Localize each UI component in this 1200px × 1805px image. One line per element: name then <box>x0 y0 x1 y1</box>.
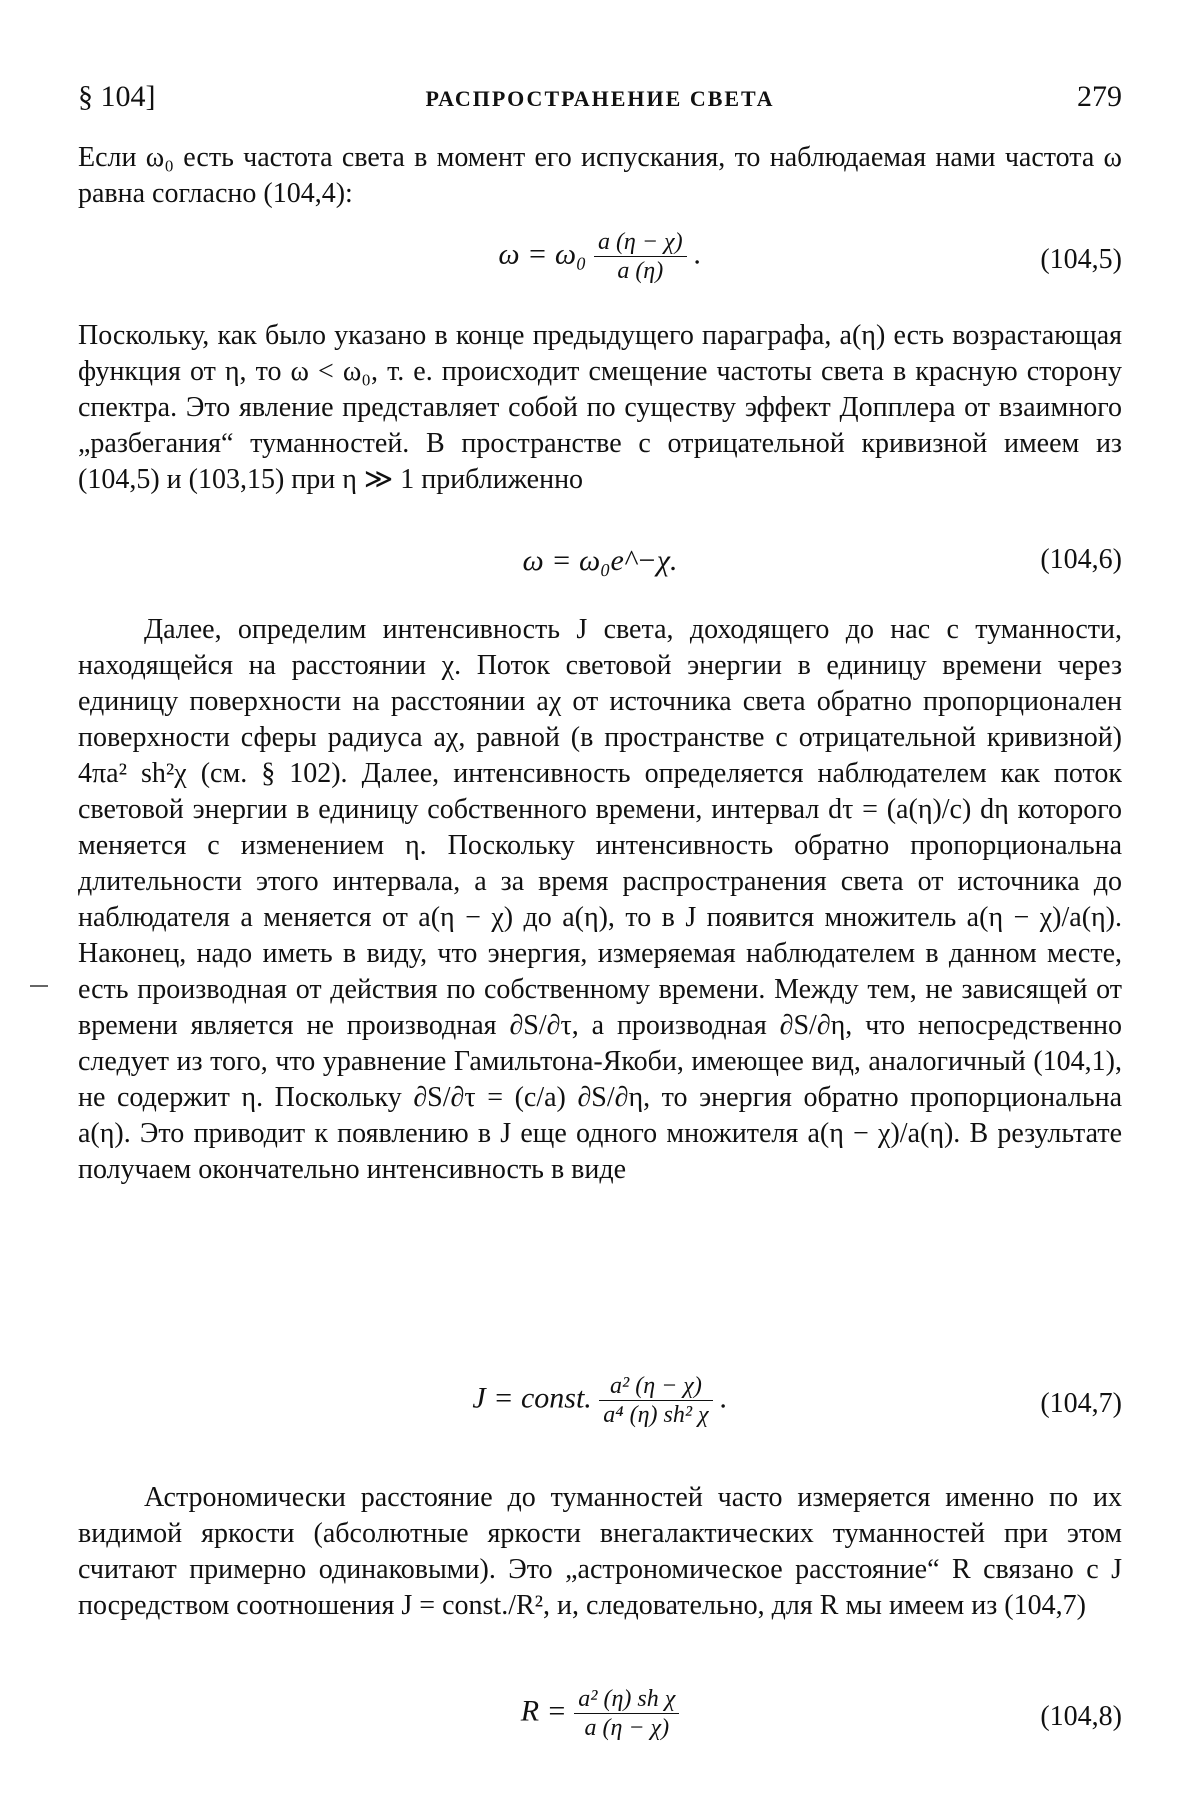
eq7-numerator: a² (η − χ) <box>599 1372 712 1401</box>
equation-104-8 <box>78 1685 1122 1755</box>
eq8-fraction <box>574 1685 679 1742</box>
eq8-numerator: a² (η) sh χ <box>574 1685 679 1714</box>
running-title: РАСПРОСТРАНЕНИЕ СВЕТА <box>425 86 775 111</box>
eq8-label: (104,8) <box>1040 1701 1122 1732</box>
eq6-body: ω = ω₀e^−χ. <box>522 544 678 577</box>
equation-104-6 <box>78 544 1122 614</box>
eq7-fraction <box>599 1372 712 1429</box>
paragraph-2: Поскольку, как было указано в конце предыдущего параграфа, a(η) есть возрастающая функция от η, то ω < ω₀, т. е. происходит смещение частоты света в красную сторону спектра. Это явление представляет собой по существу эффект Допплера от взаимного „разбегания“ туманностей. В пространстве с отрицательной кривизной имеем из (104,5) и (103,15) при η ≫ 1 приближенно <box>78 320 1122 495</box>
running-header <box>78 80 1122 120</box>
paragraph-4: Астрономически расстояние до туманностей часто измеряется именно по их видимой яркости (абсолютные яркости внегалактических туманностей при этом считают примерно одинаковыми). Это „астрономическое расстояние“ R связано с J посредством соотношения J = const./R², и, следовательно, для R мы имеем из (104,7) <box>78 1482 1122 1621</box>
eq7-denominator: a⁴ (η) sh² χ <box>603 1402 709 1428</box>
equation-104-5 <box>78 228 1122 298</box>
eq6-label: (104,6) <box>1040 544 1122 575</box>
equation-104-7 <box>78 1372 1122 1442</box>
eq7-label: (104,7) <box>1040 1388 1122 1419</box>
eq5-lhs: ω = ω₀ <box>498 237 587 271</box>
eq5-fraction <box>594 228 687 285</box>
eq5-label: (104,5) <box>1040 244 1122 275</box>
eq5-denominator: a (η) <box>617 258 664 284</box>
margin-mark <box>30 985 48 987</box>
page-number: 279 <box>1077 80 1122 113</box>
eq8-lhs: R = <box>520 1694 575 1728</box>
eq5-numerator: a (η − χ) <box>594 228 687 257</box>
eq7-lhs: J = const. <box>472 1381 592 1415</box>
eq7-tail: . <box>720 1381 728 1415</box>
paragraph-3: Далее, определим интенсивность J света, доходящего до нас с туманности, находящейся на расстоянии χ. Поток световой энергии в единицу времени через единицу поверхности на расстоянии aχ от источника света обратно пропорционален поверхности сферы радиуса aχ, равной (в пространстве с отрицательной кривизной) 4πa² sh²χ (см. § 102). Далее, интенсивность определяется наблюдателем как поток световой энергии в единицу собственного времени, интервал dτ = (a(η)/c) dη которого меняется с изменением η. Поскольку интенсивность обратно пропорциональна длительности этого интервала, а за время распространения света от источника до наблюдателя a меняется от a(η − χ) до a(η), то в J появится множитель a(η − χ)/a(η). Наконец, надо иметь в виду, что энергия, измеряемая наблюдателем в данном месте, есть производная от действия по собственному времени. Между тем, не зависящей от времени является не производная ∂S/∂τ, а производная ∂S/∂η, что непосредственно следует из того, что уравнение Гамильтона-Якоби, имеющее вид, аналогичный (104,1), не содержит η. Поскольку ∂S/∂τ = (c/a) ∂S/∂η, то энергия обратно пропорциональна a(η). Это приводит к появлению в J еще одного множителя a(η − χ)/a(η). В результате получаем окончательно интенсивность в виде <box>78 614 1122 1185</box>
eq5-tail: . <box>694 237 702 271</box>
eq8-denominator: a (η − χ) <box>584 1715 670 1741</box>
section-marker: § 104] <box>78 80 156 113</box>
paragraph-1: Если ω₀ есть частота света в момент его испускания, то наблюдаемая нами частота ω равна согласно (104,4): <box>78 142 1122 209</box>
